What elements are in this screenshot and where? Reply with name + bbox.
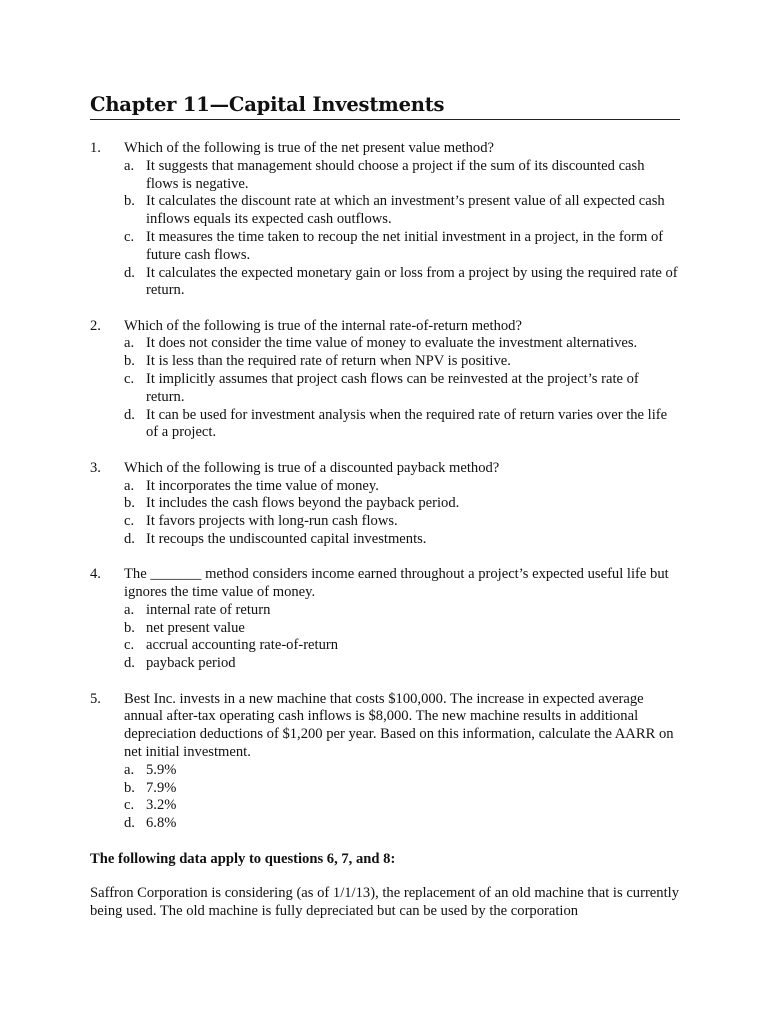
data-paragraph: Saffron Corporation is considering (as of 1/1/13), the replacement of an old machine that is currently being used. The old machine is fully depreciated but can be used by the corporation bbox=[90, 885, 679, 920]
option-b bbox=[124, 353, 680, 371]
option-d bbox=[124, 531, 680, 549]
option-text: internal rate of return bbox=[146, 601, 271, 618]
question-text: Best Inc. invests in a new machine that costs $100,000. The increase in expected average annual after-tax operating cash inflows is $8,000. The new machine results in additional depreciation deductions of $1,200 per year. Based on this information, calculate the AARR on net initial investment. bbox=[124, 690, 674, 760]
option-letter: c. bbox=[124, 371, 135, 388]
option-d bbox=[124, 655, 680, 673]
option-text: payback period bbox=[146, 655, 236, 672]
option-text: It incorporates the time value of money. bbox=[146, 477, 379, 494]
option-letter: b. bbox=[124, 619, 135, 636]
option-text: It can be used for investment analysis when the required rate of return varies over the life of a project. bbox=[146, 406, 668, 441]
option-text: It is less than the required rate of return when NPV is positive. bbox=[146, 353, 511, 370]
option-c bbox=[124, 513, 680, 531]
option-text: It favors projects with long-run cash flows. bbox=[146, 513, 398, 530]
option-letter: c. bbox=[124, 513, 135, 530]
data-section-heading: The following data apply to questions 6, 7, and 8: bbox=[90, 851, 396, 868]
option-text: It calculates the discount rate at which an investment’s present value of all expected cash inflows equals its expected cash outflows. bbox=[146, 193, 665, 228]
question-2 bbox=[90, 318, 680, 443]
question-number: 1. bbox=[90, 140, 101, 156]
option-c bbox=[124, 371, 680, 407]
option-a bbox=[124, 762, 680, 780]
option-text: 7.9% bbox=[146, 779, 177, 796]
option-text: 5.9% bbox=[146, 761, 177, 778]
option-letter: a. bbox=[124, 335, 135, 352]
question-text: Which of the following is true of a discounted payback method? bbox=[124, 459, 500, 476]
question-number: 5. bbox=[90, 690, 101, 707]
chapter-title: Chapter 11—Capital Investments bbox=[90, 92, 680, 120]
option-text: accrual accounting rate-of-return bbox=[146, 637, 339, 654]
option-list bbox=[124, 762, 680, 833]
option-letter: a. bbox=[124, 761, 135, 778]
question-4 bbox=[90, 566, 680, 673]
option-letter: c. bbox=[124, 797, 135, 814]
option-letter: d. bbox=[124, 264, 135, 281]
option-letter: c. bbox=[124, 637, 135, 654]
question-text: The _______ method considers income earned throughout a project’s expected useful life but ignores the time value of money. bbox=[124, 566, 669, 601]
option-c bbox=[124, 229, 680, 265]
option-d bbox=[124, 407, 680, 443]
option-text: It recoups the undiscounted capital investments. bbox=[146, 530, 427, 547]
option-d bbox=[124, 815, 680, 833]
option-text: It measures the time taken to recoup the net initial investment in a project, in the form of future cash flows. bbox=[146, 228, 664, 263]
question-number: 4. bbox=[90, 566, 101, 583]
option-letter: b. bbox=[124, 779, 135, 796]
question-number: 3. bbox=[90, 459, 101, 476]
option-letter: d. bbox=[124, 815, 135, 832]
option-text: 3.2% bbox=[146, 797, 177, 814]
option-list bbox=[124, 158, 680, 300]
option-text: It suggests that management should choose a project if the sum of its discounted cash flows is negative. bbox=[146, 157, 645, 192]
option-text: It includes the cash flows beyond the payback period. bbox=[146, 495, 460, 512]
question-text: Which of the following is true of the internal rate-of-return method? bbox=[124, 317, 522, 334]
option-b bbox=[124, 780, 680, 798]
option-list bbox=[124, 478, 680, 549]
option-b bbox=[124, 495, 680, 513]
question-1 bbox=[90, 140, 680, 300]
question-number: 2. bbox=[90, 317, 101, 334]
option-text: It implicitly assumes that project cash flows can be reinvested at the project’s rate of return. bbox=[146, 371, 639, 405]
option-letter: b. bbox=[124, 353, 135, 370]
option-letter: c. bbox=[124, 228, 135, 245]
question-5 bbox=[90, 691, 680, 833]
option-letter: d. bbox=[124, 406, 135, 423]
option-letter: a. bbox=[124, 157, 135, 174]
document-page bbox=[90, 92, 680, 921]
question-text: Which of the following is true of the net present value method? bbox=[124, 140, 495, 156]
option-text: It calculates the expected monetary gain or loss from a project by using the required rate of return. bbox=[146, 264, 678, 299]
option-letter: b. bbox=[124, 495, 135, 512]
option-d bbox=[124, 265, 680, 301]
option-letter: a. bbox=[124, 601, 135, 618]
option-letter: d. bbox=[124, 655, 135, 672]
question-list bbox=[90, 140, 680, 833]
option-list bbox=[124, 602, 680, 673]
option-b bbox=[124, 193, 680, 229]
option-letter: a. bbox=[124, 477, 135, 494]
option-letter: d. bbox=[124, 530, 135, 547]
option-letter: b. bbox=[124, 193, 135, 210]
question-3 bbox=[90, 460, 680, 549]
option-a bbox=[124, 158, 680, 194]
option-b bbox=[124, 620, 680, 638]
option-list bbox=[124, 335, 680, 442]
option-a bbox=[124, 602, 680, 620]
option-text: It does not consider the time value of money to evaluate the investment alternatives. bbox=[146, 335, 638, 352]
option-a bbox=[124, 478, 680, 496]
option-c bbox=[124, 797, 680, 815]
option-c bbox=[124, 637, 680, 655]
option-a bbox=[124, 335, 680, 353]
option-text: 6.8% bbox=[146, 815, 177, 832]
option-text: net present value bbox=[146, 619, 245, 636]
